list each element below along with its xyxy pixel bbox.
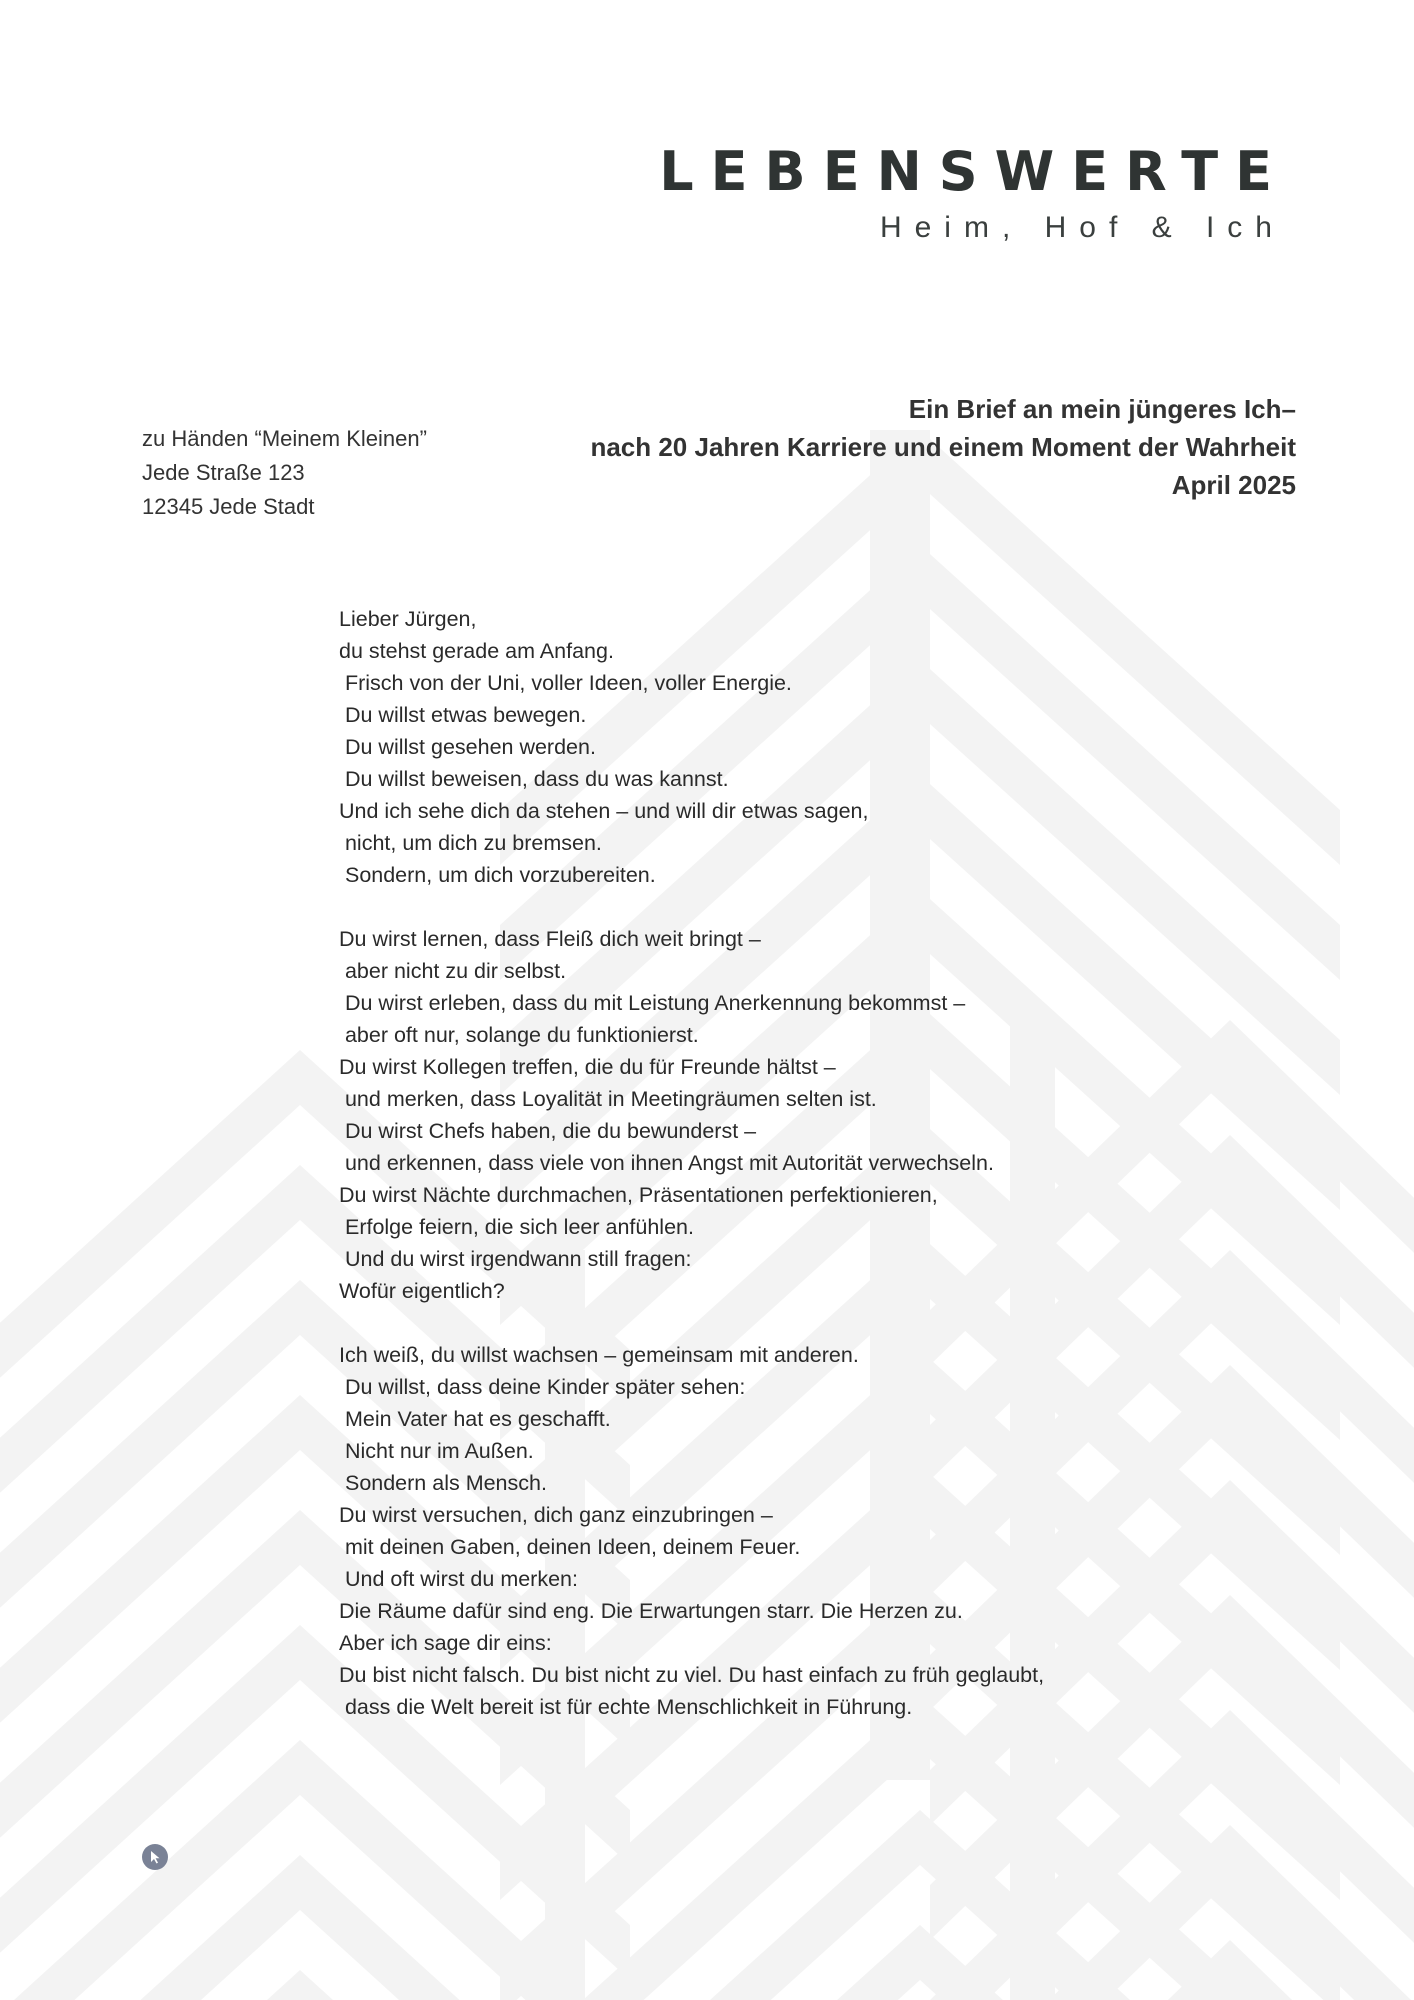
address-line-3: 12345 Jede Stadt bbox=[142, 494, 315, 519]
address-line-1: zu Händen “Meinem Kleinen” bbox=[142, 426, 427, 451]
letter-line: nicht, um dich zu bremsen. bbox=[339, 831, 602, 855]
letter-line: aber nicht zu dir selbst. bbox=[339, 959, 567, 983]
letter-paragraph bbox=[339, 923, 1169, 1307]
letter-line: Wofür eigentlich? bbox=[339, 1279, 505, 1303]
letter-line: Aber ich sage dir eins: bbox=[339, 1631, 552, 1655]
brand-subtitle: Heim, Hof & Ich bbox=[879, 211, 1285, 244]
letter-line: Die Räume dafür sind eng. Die Erwartungen starr. Die Herzen zu. bbox=[339, 1599, 963, 1623]
letter-line: Du wirst Nächte durchmachen, Präsentationen perfektionieren, bbox=[339, 1183, 938, 1207]
cursor-arrow-icon[interactable] bbox=[142, 1844, 168, 1870]
letter-line: dass die Welt bereit ist für echte Menschlichkeit in Führung. bbox=[339, 1695, 913, 1719]
letter-line: und merken, dass Loyalität in Meetingräumen selten ist. bbox=[339, 1087, 877, 1111]
subject-line-1: Ein Brief an mein jüngeres Ich– bbox=[908, 394, 1296, 424]
letter-line: Lieber Jürgen, bbox=[339, 607, 477, 631]
letter-paragraph bbox=[339, 603, 1169, 891]
letter-line: aber oft nur, solange du funktionierst. bbox=[339, 1023, 699, 1047]
letter-line: Du wirst Kollegen treffen, die du für Freunde hältst – bbox=[339, 1055, 836, 1079]
letter-paragraph bbox=[339, 1339, 1169, 1723]
subject-date: April 2025 bbox=[1171, 470, 1296, 500]
letter-line: Erfolge feiern, die sich leer anfühlen. bbox=[339, 1215, 694, 1239]
letter-line: Und du wirst irgendwann still fragen: bbox=[339, 1247, 692, 1271]
letter-line: Und ich sehe dich da stehen – und will dir etwas sagen, bbox=[339, 799, 869, 823]
brand-header bbox=[659, 140, 1289, 245]
letter-line: du stehst gerade am Anfang. bbox=[339, 639, 614, 663]
letter-line: Du wirst lernen, dass Fleiß dich weit bringt – bbox=[339, 927, 761, 951]
letter-line: Du wirst erleben, dass du mit Leistung Anerkennung bekommst – bbox=[339, 991, 966, 1015]
letter-line: Du wirst Chefs haben, die du bewunderst – bbox=[339, 1119, 757, 1143]
letter-line: Und oft wirst du merken: bbox=[339, 1567, 578, 1591]
letter-line: Sondern, um dich vorzubereiten. bbox=[339, 863, 656, 887]
recipient-address bbox=[142, 422, 427, 524]
address-line-2: Jede Straße 123 bbox=[142, 460, 305, 485]
letter-line: Ich weiß, du willst wachsen – gemeinsam mit anderen. bbox=[339, 1343, 859, 1367]
letter-line: Mein Vater hat es geschafft. bbox=[339, 1407, 611, 1431]
letter-subject bbox=[590, 390, 1296, 504]
letter-line: Frisch von der Uni, voller Ideen, voller Energie. bbox=[339, 671, 792, 695]
letter-line: Sondern als Mensch. bbox=[339, 1471, 547, 1495]
cursor-arrow-glyph bbox=[147, 1849, 163, 1865]
letter-line: Du bist nicht falsch. Du bist nicht zu viel. Du hast einfach zu früh geglaubt, bbox=[339, 1663, 1045, 1687]
letter-body bbox=[339, 603, 1169, 1755]
brand-title: LEBENSWERTE bbox=[659, 140, 1289, 203]
letter-line: Nicht nur im Außen. bbox=[339, 1439, 534, 1463]
letter-line: Du willst beweisen, dass du was kannst. bbox=[339, 767, 729, 791]
letter-line: mit deinen Gaben, deinen Ideen, deinem Feuer. bbox=[339, 1535, 801, 1559]
letter-line: Du willst, dass deine Kinder später sehen: bbox=[339, 1375, 746, 1399]
letter-line: Du willst etwas bewegen. bbox=[339, 703, 587, 727]
letter-line: und erkennen, dass viele von ihnen Angst mit Autorität verwechseln. bbox=[339, 1151, 994, 1175]
letter-line: Du willst gesehen werden. bbox=[339, 735, 596, 759]
subject-line-2: nach 20 Jahren Karriere und einem Moment der Wahrheit bbox=[590, 432, 1296, 462]
letter-line: Du wirst versuchen, dich ganz einzubringen – bbox=[339, 1503, 773, 1527]
